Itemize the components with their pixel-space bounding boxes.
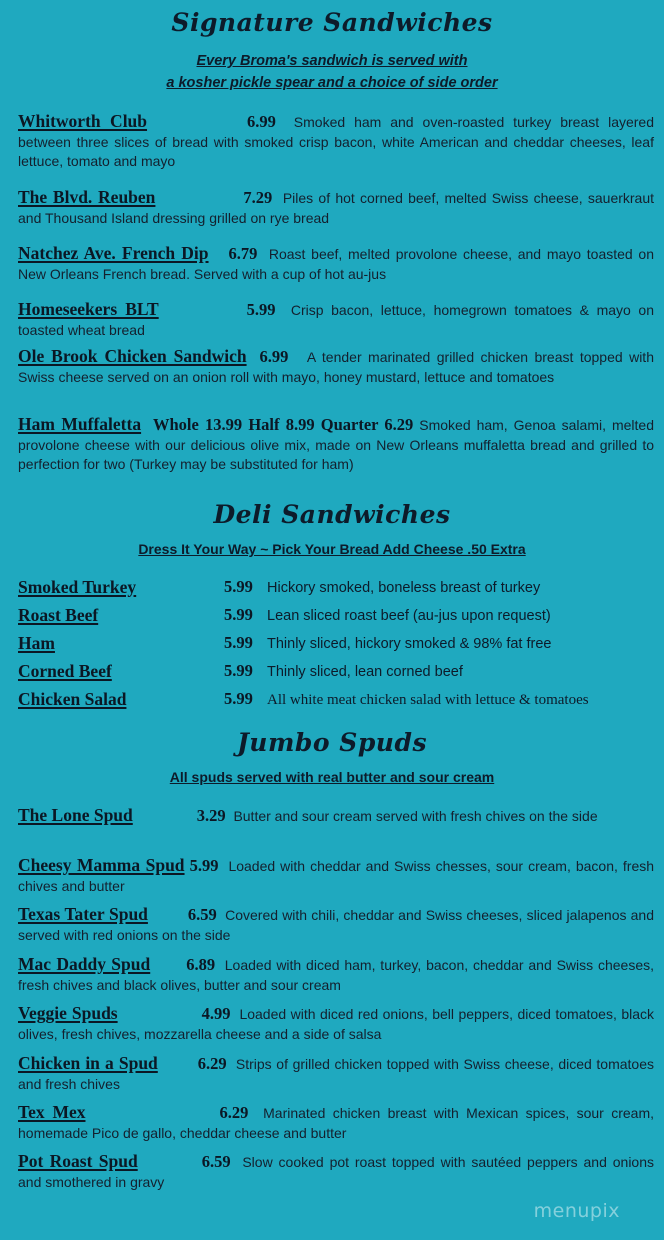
item-name: Natchez Ave. French Dip — [18, 243, 209, 263]
item-price: 6.59 — [187, 905, 217, 924]
signature-sandwiches-title: Signature Sandwiches — [171, 8, 493, 37]
item-name: Texas Tater Spud — [18, 904, 148, 924]
menu-item-pot-roast-spud — [18, 1152, 654, 1192]
menu-item-roast-beef — [18, 602, 654, 628]
menu-item-lone-spud — [18, 806, 654, 827]
item-name: Chicken in a Spud — [18, 1053, 158, 1073]
menu-item-corned-beef — [18, 658, 654, 684]
item-description: Thinly sliced, hickory smoked & 98% fat free — [267, 636, 552, 652]
item-name: Tex Mex — [18, 1102, 86, 1122]
item-name: Ham Muffaletta — [18, 414, 142, 434]
menu-item-natchez-french-dip — [18, 244, 654, 284]
menu-item-tex-mex — [18, 1103, 654, 1143]
item-description: Loaded with diced ham, turkey, bacon, cheddar and Swiss cheeses, fresh chives and black olives, butter and sour cream — [18, 957, 655, 993]
item-name: Veggie Spuds — [18, 1003, 118, 1023]
menupix-watermark: menupix — [533, 1200, 620, 1222]
item-name: Ole Brook Chicken Sandwich — [18, 346, 247, 366]
item-description: Roast beef, melted provolone cheese, and mayo toasted on New Orleans French bread. Served with a cup of hot au-jus — [18, 246, 655, 282]
menu-item-texas-tater-spud — [18, 905, 654, 945]
item-price: 3.29 — [196, 806, 226, 825]
item-name: The Lone Spud — [18, 805, 133, 825]
item-price: 5.99 — [189, 856, 219, 875]
item-description: Loaded with diced red onions, bell peppers, diced tomatoes, black olives, fresh chives, mozzarella cheese and a side of salsa — [18, 1006, 654, 1042]
menu-item-whitworth-club — [18, 112, 654, 172]
item-price: Whole 13.99 Half 8.99 Quarter 6.29 — [153, 415, 414, 434]
item-name: Smoked Turkey — [18, 577, 137, 597]
item-price: 7.29 — [243, 188, 273, 207]
signature-subtitle-line2: a kosher pickle spear and a choice of side order — [166, 75, 498, 91]
item-description: Smoked ham, Genoa salami, melted provolone cheese with our delicious olive mix, made on New Orleans muffaletta bread and grilled to perfection for two (Turkey may be substituted for ham) — [18, 417, 654, 472]
item-description: Loaded with cheddar and Swiss chesses, sour cream, bacon, fresh chives and butter — [18, 858, 655, 894]
item-price: 6.79 — [228, 244, 258, 263]
item-price: 5.99 — [224, 605, 253, 624]
item-price: 5.99 — [224, 633, 253, 652]
item-name: Homeseekers BLT — [18, 299, 159, 319]
item-price: 6.99 — [259, 347, 289, 366]
item-name: Pot Roast Spud — [18, 1151, 138, 1171]
menu-item-ole-brook-chicken — [18, 347, 654, 387]
menu-item-veggie-spuds — [18, 1004, 654, 1044]
item-name: Ham — [18, 633, 55, 653]
item-name: Cheesy Mamma Spud — [18, 855, 185, 875]
item-description: Slow cooked pot roast topped with sautéed peppers and onions and smothered in gravy — [18, 1154, 655, 1190]
jumbo-spuds-title: Jumbo Spuds — [236, 728, 428, 757]
item-name: Corned Beef — [18, 661, 112, 681]
item-price: 6.89 — [186, 955, 216, 974]
spuds-subtitle: All spuds served with real butter and sour cream — [169, 769, 495, 785]
menu-item-cheesy-mamma-spud — [18, 856, 654, 896]
item-name: The Blvd. Reuben — [18, 187, 156, 207]
item-description: Thinly sliced, lean corned beef — [267, 664, 463, 680]
item-price: 5.99 — [224, 661, 253, 680]
menu-item-blvd-reuben — [18, 188, 654, 228]
item-price: 5.99 — [224, 577, 253, 596]
item-price: 6.99 — [247, 112, 276, 131]
signature-subtitle-line1: Every Broma's sandwich is served with — [196, 53, 468, 69]
item-description: Marinated chicken breast with Mexican spices, sour cream, homemade Pico de gallo, cheddar cheese and butter — [18, 1105, 655, 1141]
item-name: Mac Daddy Spud — [18, 954, 151, 974]
item-description: All white meat chicken salad with lettuce & tomatoes — [267, 692, 589, 708]
item-name: Roast Beef — [18, 605, 99, 625]
item-price: 6.59 — [201, 1152, 231, 1171]
menu-item-ham — [18, 630, 654, 656]
item-description: A tender marinated grilled chicken breast topped with Swiss cheese served on an onion roll with mayo, honey mustard, lettuce and tomatoes — [18, 349, 654, 385]
menu-item-chicken-in-a-spud — [18, 1054, 654, 1094]
menu-item-homeseekers-blt — [18, 300, 654, 340]
deli-sandwiches-title: Deli Sandwiches — [213, 500, 451, 529]
menu-item-chicken-salad — [18, 686, 654, 712]
item-description: Lean sliced roast beef (au-jus upon request) — [267, 608, 551, 624]
item-description: Piles of hot corned beef, melted Swiss cheese, sauerkraut and Thousand Island dressing grilled on rye bread — [18, 190, 655, 226]
item-name: Whitworth Club — [18, 111, 148, 131]
item-description: Crisp bacon, lettuce, homegrown tomatoes & mayo on toasted wheat bread — [18, 302, 655, 338]
item-price: 5.99 — [246, 300, 276, 319]
item-description: Smoked ham and oven-roasted turkey breast layered between three slices of bread with smoked crisp bacon, white American and cheddar cheeses, leaf lettuce, tomato and mayo — [18, 114, 654, 169]
deli-subtitle: Dress It Your Way ~ Pick Your Bread Add Cheese .50 Extra — [138, 541, 526, 557]
menu-item-mac-daddy-spud — [18, 955, 654, 995]
item-price: 6.29 — [197, 1054, 227, 1073]
item-price: 6.29 — [219, 1103, 249, 1122]
item-description: Strips of grilled chicken topped with Swiss cheese, diced tomatoes and fresh chives — [18, 1056, 655, 1092]
item-description: Butter and sour cream served with fresh chives on the side — [233, 808, 598, 824]
item-price: 4.99 — [201, 1004, 231, 1023]
menu-item-smoked-turkey — [18, 574, 654, 600]
menu-item-ham-muffaletta — [18, 415, 654, 475]
item-description: Hickory smoked, boneless breast of turkey — [267, 580, 541, 596]
item-price: 5.99 — [224, 689, 253, 708]
item-name: Chicken Salad — [18, 689, 127, 709]
item-description: Covered with chili, cheddar and Swiss cheeses, sliced jalapenos and served with red onions on the side — [18, 907, 655, 943]
